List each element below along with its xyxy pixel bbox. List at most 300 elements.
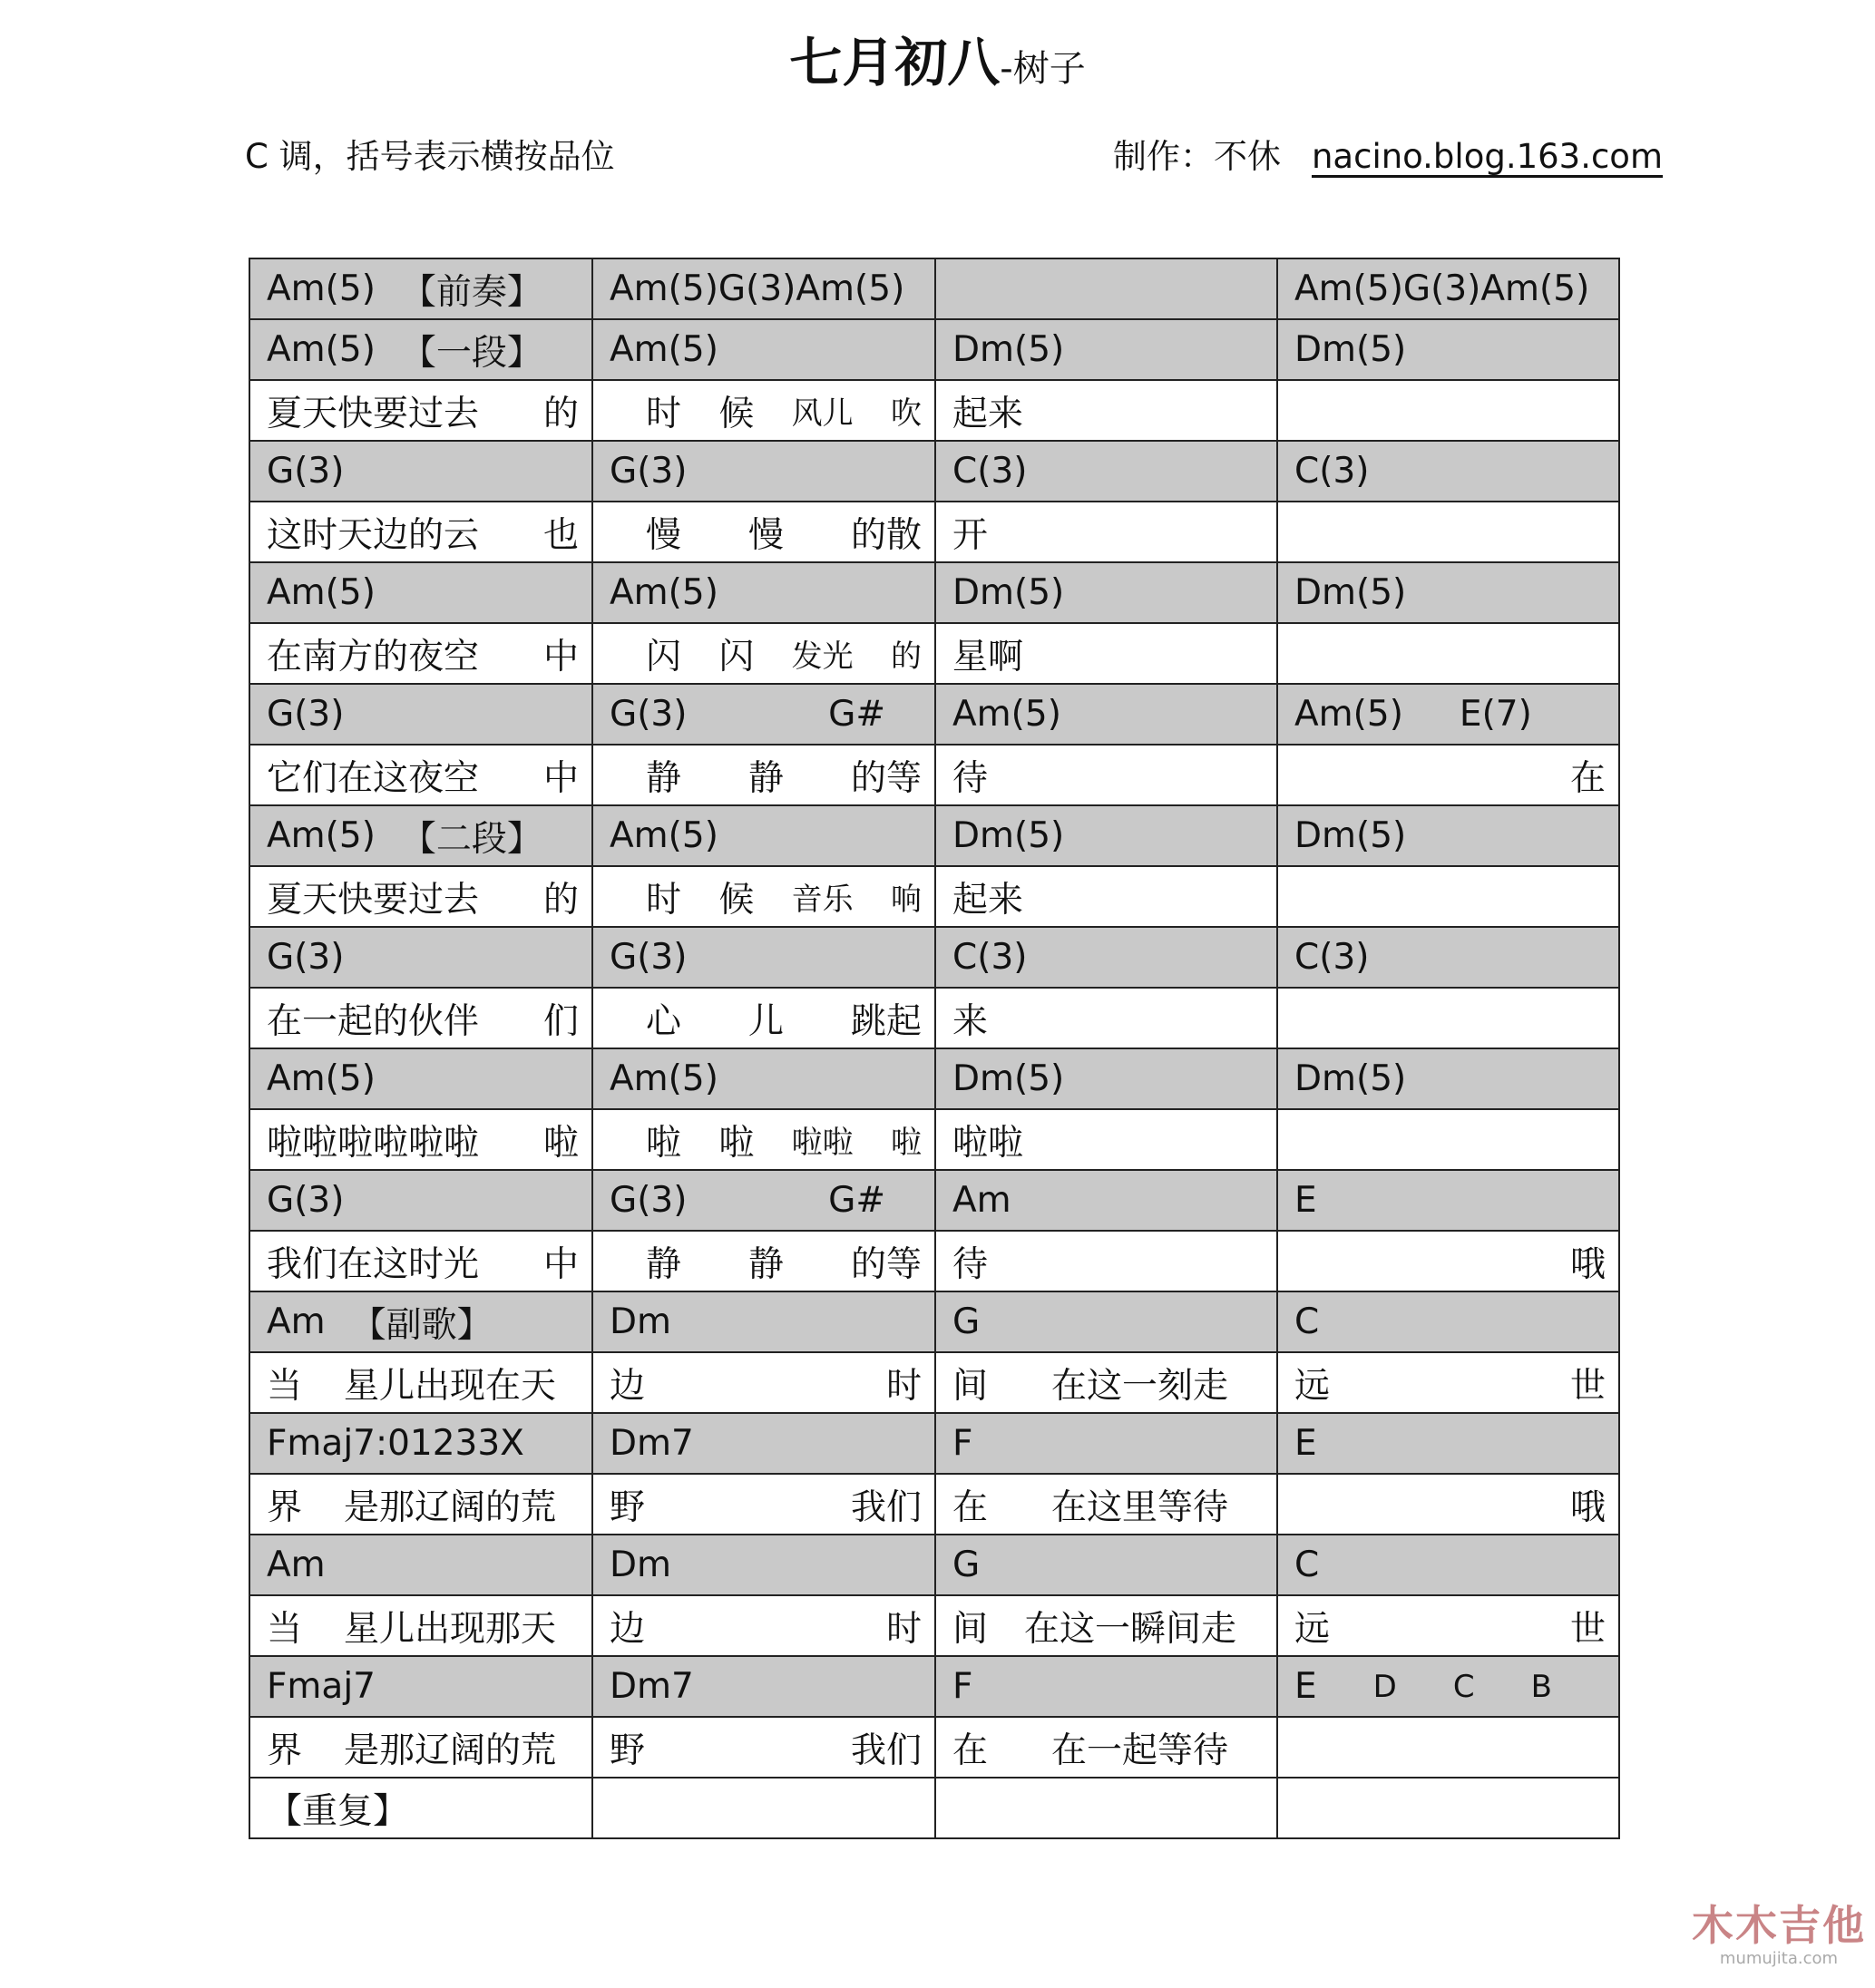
lyric-text: 野 [610,1730,646,1771]
cell-content [610,1049,922,1108]
chord-label: Fmaj7:01233X [267,1423,524,1464]
chord-cell [249,1048,592,1109]
lyric-row [249,1231,1619,1291]
chord-row [249,1413,1619,1474]
lyric-cell [249,1717,592,1778]
lyric-text: 夏天快要过去 [267,393,480,434]
cell-content [952,1778,1264,1837]
cell-content [952,746,1264,804]
lyric-text: 在 [952,1486,989,1528]
chord-cell [935,258,1277,319]
lyric-row [249,988,1619,1048]
chord-row [249,1535,1619,1595]
chord-cell [249,258,592,319]
chord-label: G(3) [267,1180,345,1221]
lyric-cell [249,866,592,927]
lyric-text: 当 [267,1608,303,1650]
lyric-cell [935,1595,1277,1656]
chord-cell [935,1535,1277,1595]
cell-content [952,1110,1264,1169]
chord-cell [249,1291,592,1352]
cell-content [610,1171,922,1230]
chord-sheet-table [249,258,1620,1839]
chord-label: F [952,1666,973,1707]
cell-content [267,1414,579,1473]
chord-label: Am(5) [1294,694,1403,735]
lyric-cell [592,745,935,805]
cell-content [267,1657,579,1716]
cell-content [610,320,922,379]
watermark-site: mumujita.com [1719,1949,1839,1968]
lyric-cell [935,1109,1277,1170]
chord-cell [592,805,935,866]
chord-label: C [1452,1668,1475,1705]
chord-cell [1277,319,1619,380]
lyric-text: 音乐 [791,882,854,918]
lyric-cell [249,623,592,684]
chord-cell [935,1170,1277,1231]
lyric-text: 闪 [718,636,755,677]
lyric-text: 发光 [791,638,854,675]
chord-label: Dm(5) [952,815,1065,856]
lyric-cell [249,502,592,562]
lyric-cell [1277,380,1619,441]
cell-content [610,502,922,561]
lyric-text: 间 [952,1365,989,1407]
cell-content [610,1535,922,1594]
lyric-text: 跳起 [850,1000,922,1042]
chord-label: G(3) [610,694,688,735]
chord-label: G [952,1545,981,1585]
lyric-text: 在一起等待 [1051,1730,1229,1771]
cell-content [610,989,922,1048]
chord-label: G(3) [267,937,345,978]
chord-label: 【副歌】 [350,1304,493,1346]
cell-content [610,746,922,804]
cell-content [610,259,922,318]
lyric-text: 在这一刻走 [1051,1365,1229,1407]
lyric-text: 候 [718,393,755,434]
song-artist: -树子 [1000,48,1086,90]
lyric-cell [249,1595,592,1656]
cell-content [610,381,922,440]
chord-cell [1277,927,1619,988]
chord-label: 【一段】 [400,332,542,374]
lyric-cell [1277,988,1619,1048]
cell-content [267,806,579,865]
chord-row [249,1291,1619,1352]
chord-cell [935,1291,1277,1352]
cell-content [267,1718,579,1777]
lyric-cell [935,1717,1277,1778]
chord-sheet-body [249,258,1619,1838]
chord-label: Am(5) [267,268,376,309]
cell-content [1294,1414,1606,1473]
lyric-text: 是那辽阔的荒 [344,1486,557,1528]
chord-cell [935,319,1277,380]
chord-label: Am [267,1301,326,1342]
chord-label: Dm(5) [952,1058,1065,1099]
cell-content [267,1292,579,1351]
cell-content [952,320,1264,379]
cell-content [267,624,579,683]
watermark-brand: 木木吉他 [1692,1901,1866,1950]
chord-row [249,319,1619,380]
chord-label: Am(5) [610,572,718,613]
lyric-text: 静 [646,757,682,799]
chord-label: G(3) [610,1180,688,1221]
cell-content [267,563,579,622]
lyric-text: 星儿出现在天 [344,1365,557,1407]
lyric-text: 响 [890,882,922,918]
chord-cell [935,684,1277,745]
lyric-cell [935,1474,1277,1535]
cell-content [267,442,579,501]
lyric-text: 候 [718,879,755,921]
lyric-text: 中 [542,636,579,677]
cell-content [952,1232,1264,1291]
lyric-cell [592,1474,935,1535]
lyric-text: 这时天边的云 [267,514,480,556]
chord-cell [1277,1535,1619,1595]
cell-content [610,928,922,987]
lyric-text: 中 [542,1243,579,1285]
cell-content [1294,1657,1606,1716]
cell-content [610,1657,922,1716]
lyric-cell [249,1778,592,1838]
lyric-cell [249,988,592,1048]
cell-content [610,1596,922,1655]
lyric-cell [249,1231,592,1291]
chord-label: D [1372,1668,1397,1705]
lyric-text: 起来 [952,879,1024,921]
chord-label: Am(5) [267,1058,376,1099]
chord-label: Am(5) [267,815,376,856]
chord-label: Am(5) [267,329,376,370]
lyric-cell [592,1109,935,1170]
chord-cell [592,1170,935,1231]
lyric-text: 啦啦 [791,1125,854,1161]
cell-content [610,1232,922,1291]
lyric-text: 我们 [850,1486,922,1528]
chord-cell [249,562,592,623]
lyric-text: 时 [885,1365,922,1407]
chord-row [249,684,1619,745]
lyric-text: 世 [1569,1608,1606,1650]
lyric-text: 啦 [718,1122,755,1164]
lyric-text: 啦 [646,1122,682,1164]
cell-content [267,1049,579,1108]
chord-cell [592,1048,935,1109]
chord-label: G# [828,1180,885,1221]
cell-content [1294,624,1606,683]
cell-content [267,1475,579,1534]
lyric-text: 待 [952,1243,989,1285]
lyric-cell [935,745,1277,805]
chord-cell [1277,1048,1619,1109]
chord-cell [592,562,935,623]
lyric-text: 时 [885,1608,922,1650]
cell-content [1294,989,1606,1048]
lyric-cell [935,623,1277,684]
chord-cell [249,1170,592,1231]
chord-row [249,562,1619,623]
chord-label: Dm(5) [952,329,1065,370]
chord-label: G(3) [610,937,688,978]
cell-content [610,806,922,865]
cell-content [267,1535,579,1594]
chord-label: Dm [610,1545,672,1585]
lyric-text: 慢 [646,514,682,556]
cell-content [267,1353,579,1412]
cell-content [610,1414,922,1473]
lyric-text: 当 [267,1365,303,1407]
lyric-row [249,380,1619,441]
chord-cell [592,1535,935,1595]
cell-content [1294,563,1606,622]
cell-content [1294,1049,1606,1108]
lyric-cell [1277,1778,1619,1838]
cell-content [1294,1110,1606,1169]
lyric-text: 待 [952,757,989,799]
cell-content [1294,442,1606,501]
chord-cell [592,319,935,380]
lyric-cell [1277,502,1619,562]
cell-content [952,381,1264,440]
lyric-cell [592,988,935,1048]
cell-content [952,1718,1264,1777]
chord-cell [1277,258,1619,319]
cell-content [952,259,1264,318]
cell-content [952,1049,1264,1108]
chord-cell [592,1291,935,1352]
lyric-text: 来 [952,1000,989,1042]
chord-label: Am(5) [610,329,718,370]
cell-content [952,563,1264,622]
cell-content [267,502,579,561]
chord-cell [1277,684,1619,745]
lyric-text: 世 [1569,1365,1606,1407]
chord-label: G(3) [267,451,345,492]
lyric-text: 在这一瞬间走 [1024,1608,1237,1650]
lyric-cell [249,745,592,805]
cell-content [610,867,922,926]
chord-cell [935,1656,1277,1717]
cell-content [952,442,1264,501]
lyric-text: 开 [952,514,989,556]
cell-content [1294,806,1606,865]
chord-label: Am [267,1545,326,1585]
chord-cell [935,562,1277,623]
chord-row [249,1048,1619,1109]
chord-cell [935,805,1277,866]
chord-label: Am(5) [610,1058,718,1099]
chord-label: E [1294,1180,1317,1221]
lyric-text: 的 [890,638,922,675]
chord-label: C(3) [952,451,1028,492]
lyric-row [249,1109,1619,1170]
chord-cell [249,1656,592,1717]
chord-label: Am [952,1180,1011,1221]
cell-content [610,1778,922,1837]
lyric-cell [592,1352,935,1413]
cell-content [610,1475,922,1534]
lyric-text: 的散 [850,514,922,556]
chord-label: E(7) [1459,694,1532,735]
cell-content [610,624,922,683]
cell-content [610,442,922,501]
cell-content [267,1232,579,1291]
cell-content [1294,1778,1606,1837]
lyric-cell [1277,1231,1619,1291]
lyric-text: 静 [747,757,784,799]
cell-content [610,1353,922,1412]
chord-label: Am(5) [267,572,376,613]
cell-content [952,1171,1264,1230]
lyric-cell [935,380,1277,441]
lyric-text: 们 [542,1000,579,1042]
chord-row [249,805,1619,866]
cell-content [610,563,922,622]
chord-cell [592,1413,935,1474]
cell-content [952,806,1264,865]
chord-label: G(3) [267,694,345,735]
chord-label: G# [828,694,885,735]
lyric-text: 风儿 [791,395,854,432]
cell-content [267,928,579,987]
lyric-text: 静 [646,1243,682,1285]
chord-cell [249,684,592,745]
cell-content [267,1778,579,1837]
cell-content [267,989,579,1048]
cell-content [952,1535,1264,1594]
chord-cell [935,1413,1277,1474]
chord-cell [249,927,592,988]
cell-content [1294,1596,1606,1655]
lyric-text: 边 [610,1608,646,1650]
lyric-cell [592,1231,935,1291]
lyric-cell [935,1231,1277,1291]
chord-cell [1277,1291,1619,1352]
cell-content [952,624,1264,683]
chord-cell [249,1413,592,1474]
lyric-cell [592,866,935,927]
lyric-cell [935,1352,1277,1413]
lyric-cell [1277,1352,1619,1413]
cell-content [1294,1232,1606,1291]
cell-content [1294,1292,1606,1351]
cell-content [267,1596,579,1655]
lyric-cell [249,380,592,441]
cell-content [267,259,579,318]
chord-cell [935,441,1277,502]
watermark [1692,1893,1866,1968]
chord-label: Dm(5) [1294,815,1407,856]
chord-label: Dm7 [610,1423,694,1464]
lyric-text: 时 [646,879,682,921]
lyric-text: 吹 [890,395,922,432]
lyric-cell [592,1717,935,1778]
lyric-text: 在 [952,1730,989,1771]
lyric-text: 我们 [850,1730,922,1771]
song-title-line [0,20,1875,98]
cell-content [267,1171,579,1230]
chord-cell [1277,441,1619,502]
lyric-text: 也 [542,514,579,556]
lyric-row [249,1717,1619,1778]
cell-content [1294,1475,1606,1534]
cell-content [610,1110,922,1169]
cell-content [1294,1535,1606,1594]
lyric-text: 星啊 [952,636,1024,677]
chord-cell [592,927,935,988]
cell-content [952,1353,1264,1412]
chord-label: Fmaj7 [267,1666,376,1707]
lyric-row [249,1352,1619,1413]
cell-content [952,1414,1264,1473]
chord-cell [935,927,1277,988]
chord-label: Dm(5) [952,572,1065,613]
song-title: 七月初八 [789,32,1001,93]
chord-label: C(3) [1294,937,1370,978]
chord-label: 【前奏】 [400,271,542,313]
chord-label: C [1294,1545,1320,1585]
chord-label: Am(5) [952,694,1061,735]
lyric-text: 慢 [747,514,784,556]
cell-content [267,685,579,744]
chord-label: G(3) [610,451,688,492]
chord-label: C [1294,1301,1320,1342]
lyric-text: 在南方的夜空 [267,636,480,677]
lyric-text: 啦 [542,1122,579,1164]
lyric-text: 儿 [747,1000,784,1042]
chord-label: F [952,1423,973,1464]
cell-content [610,1292,922,1351]
lyric-cell [592,502,935,562]
chord-row [249,258,1619,319]
credit-url-link[interactable]: nacino.blog.163.com [1311,137,1663,176]
chord-label: E [1294,1666,1317,1707]
lyric-text: 远 [1294,1365,1331,1407]
cell-content [1294,502,1606,561]
cell-content [1294,867,1606,926]
cell-content [267,867,579,926]
chord-cell [249,805,592,866]
lyric-cell [935,988,1277,1048]
lyric-text: 时 [646,393,682,434]
lyric-text: 啦啦啦啦啦啦 [267,1122,480,1164]
cell-content [1294,1718,1606,1777]
chord-cell [592,1656,935,1717]
lyric-row [249,502,1619,562]
chord-label: G [952,1301,981,1342]
chord-cell [1277,1656,1619,1717]
lyric-row [249,1778,1619,1838]
chord-label: Dm(5) [1294,572,1407,613]
chord-row [249,927,1619,988]
chord-cell [1277,562,1619,623]
lyric-text: 【重复】 [267,1790,409,1832]
lyric-row [249,1595,1619,1656]
lyric-text: 的 [542,393,579,434]
cell-content [952,685,1264,744]
chord-cell [935,1048,1277,1109]
chord-label: E [1294,1423,1317,1464]
lyric-text: 哦 [1569,1486,1606,1528]
cell-content [952,1292,1264,1351]
chord-cell [1277,805,1619,866]
lyric-text: 闪 [646,636,682,677]
